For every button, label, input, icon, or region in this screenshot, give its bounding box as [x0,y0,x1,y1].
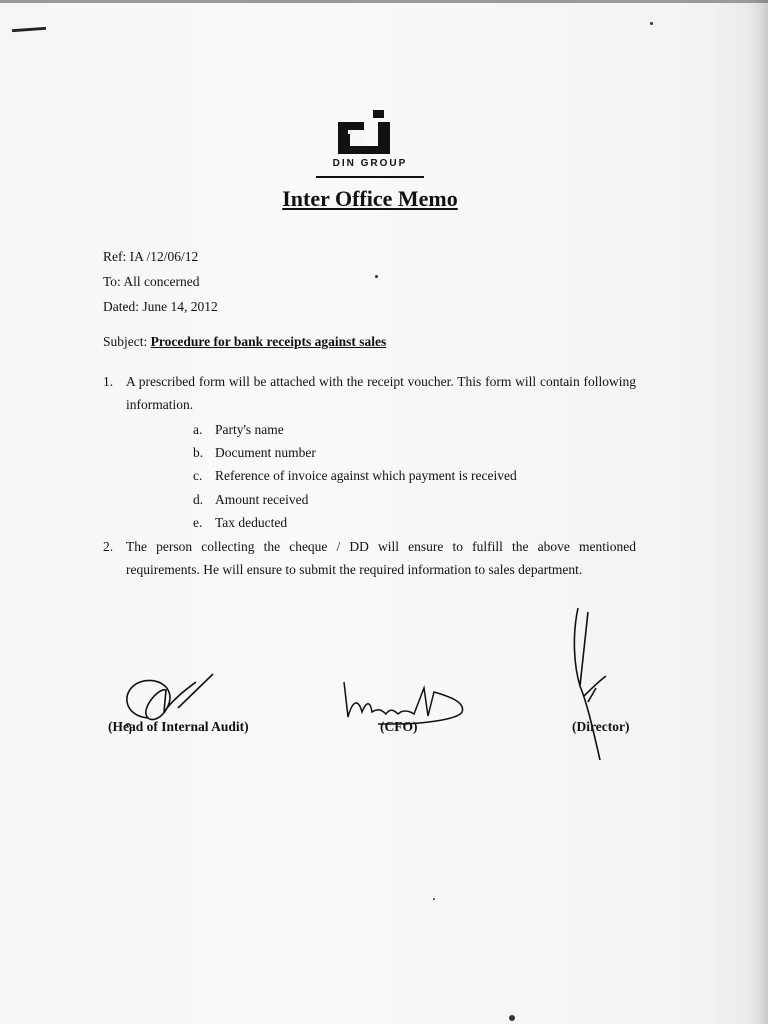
din-group-logo-icon [336,108,398,156]
list-item-text: Document number [215,445,316,460]
list-item-text: Party's name [215,422,284,437]
memo-date: Dated: June 14, 2012 [103,299,218,314]
director-signature [560,606,620,766]
list-item [193,492,308,508]
memo-subject [103,334,386,350]
subject-label: Subject: [103,334,148,349]
list-item [193,445,316,461]
signatory-head-of-internal-audit: (Head of Internal Audit) [108,719,249,734]
scan-speck [509,1015,515,1021]
scan-speck [375,275,378,278]
scan-mark [12,27,46,32]
point-text: The person collecting the cheque / DD will ensure to fulfill the above mentioned requirements. He will ensure to submit the required information to sales department. [126,539,636,577]
list-item [193,468,517,484]
list-marker: c. [193,468,203,483]
brand-name: DIN GROUP [332,158,408,169]
list-marker: a. [193,422,203,437]
list-item-text: Reference of invoice against which payment is received [215,468,517,483]
list-item [193,515,287,531]
list-item [193,422,284,438]
memo-to: To: All concerned [103,274,200,289]
point-text: A prescribed form will be attached with the receipt voucher. This form will contain following information. [126,374,636,412]
point-number: 1. [103,374,114,389]
list-item-text: Amount received [215,492,309,507]
list-item-text: Tax deducted [215,515,288,530]
list-marker: e. [193,515,203,530]
signatory-director: (Director) [572,719,630,734]
scan-top-edge [0,0,768,3]
memo-title: Inter Office Memo [282,186,458,211]
list-marker: d. [193,492,204,507]
brand-divider [316,176,424,178]
subject-value: Procedure for bank receipts against sales [150,334,387,349]
scan-speck [433,898,435,900]
memo-ref: Ref: IA /12/06/12 [103,249,199,264]
point-number: 2. [103,539,114,554]
signatory-cfo: (CFO) [380,719,418,734]
list-marker: b. [193,445,204,460]
scan-speck [650,22,653,25]
scan-right-shadow [748,0,768,1024]
